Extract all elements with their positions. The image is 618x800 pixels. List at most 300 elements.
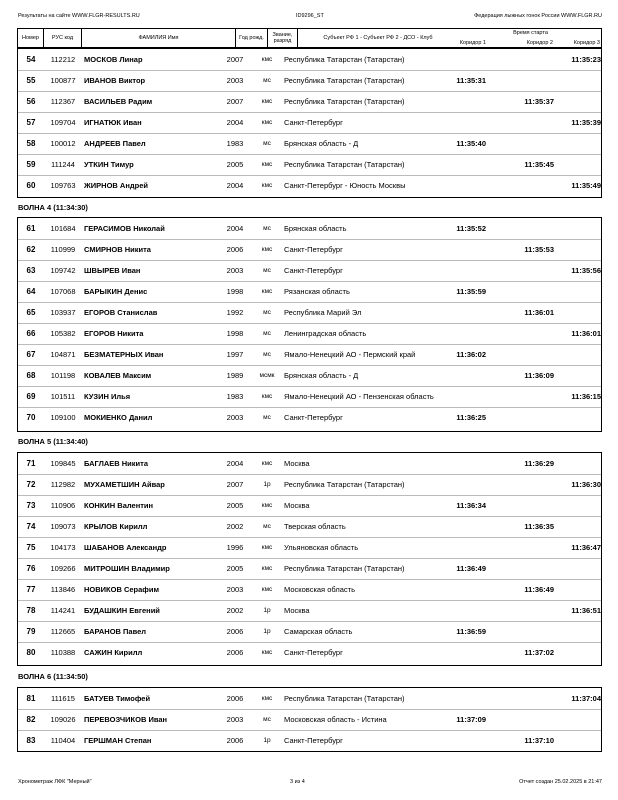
athlete-rank: кмс [261,649,273,656]
athlete-rank: мс [263,330,271,337]
table-row [18,133,601,155]
rus-code: 100012 [50,139,76,148]
athlete-region: Республика Татарстан (Татарстан) [284,55,405,64]
table-row [18,516,601,538]
rus-code: 107068 [50,287,76,296]
athlete-number: 59 [26,160,36,169]
athlete-name: БАРЫКИН Денис [84,287,148,296]
athlete-name: БЕЗМАТЕРНЫХ Иван [84,350,164,359]
athlete-region: Брянская область - Д [284,371,359,380]
athlete-region: Ямало-Ненецкий АО - Пермский край [284,350,416,359]
corridor-3-time [553,407,601,428]
athlete-number: 83 [26,736,36,745]
birth-year: 1997 [226,350,244,359]
corridor-1-time [438,537,486,558]
corridor-1-time [438,49,486,70]
table-row [18,600,601,622]
corridor-1-time [438,239,486,260]
results-group [17,217,602,432]
table-row [18,281,601,303]
athlete-region: Тверская область [284,522,346,531]
athlete-name: БУДАШКИН Евгений [84,606,160,615]
table-row [18,49,601,71]
corridor-3-time [553,453,601,474]
corridor-1-time [438,474,486,495]
corridor-2-time: 11:36:35 [524,522,554,531]
rus-code: 110404 [50,736,76,745]
corridor-3-time [553,621,601,642]
table-row [18,302,601,324]
corridor-1-time: 11:35:59 [456,287,486,296]
rus-code: 112665 [50,627,76,636]
footer-page-number: 3 из 4 [290,779,305,785]
athlete-name: БАРАНОВ Павел [84,627,147,636]
table-row [18,365,601,387]
athlete-rank: мс [263,716,271,723]
rus-code: 113846 [50,585,76,594]
athlete-number: 72 [26,480,36,489]
athlete-number: 69 [26,392,36,401]
corridor-1-time [438,365,486,386]
athlete-number: 76 [26,564,36,573]
corridor-1-time: 11:36:34 [456,501,486,510]
wave-heading: ВОЛНА 6 (11:34:50) [18,672,88,681]
athlete-rank: 1р [263,628,271,635]
site-header-left: Результаты на сайте WWW.FLGR-RESULTS.RU [18,13,140,19]
table-row [18,642,601,663]
col-year: Год рожд. [236,29,268,47]
corridor-2-time [506,344,554,365]
athlete-region: Москва [284,459,310,468]
corridor-2-time [506,537,554,558]
table-row [18,323,601,345]
corridor-1-time [438,260,486,281]
athlete-region: Ленинградская область [284,329,367,338]
corridor-1-time [438,453,486,474]
corridor-2-time [506,218,554,239]
athlete-number: 57 [26,118,36,127]
athlete-number: 79 [26,627,36,636]
athlete-name: МОКИЕНКО Данил [84,413,153,422]
birth-year: 1989 [226,371,244,380]
table-row [18,730,601,751]
corridor-2-time [506,386,554,407]
athlete-number: 61 [26,224,36,233]
athlete-rank: мс [263,309,271,316]
corridor-1-time [438,91,486,112]
corridor-2-time [506,621,554,642]
corridor-2-time [506,323,554,344]
athlete-name: САЖИН Кирилл [84,648,143,657]
athlete-name: ПЕРЕВОЗЧИКОВ Иван [84,715,168,724]
birth-year: 2003 [226,76,244,85]
athlete-region: Москва [284,501,310,510]
corridor-2-time [506,558,554,579]
athlete-name: ЕГОРОВ Станислав [84,308,158,317]
athlete-rank: кмс [261,288,273,295]
birth-year: 2006 [226,245,244,254]
birth-year: 1998 [226,329,244,338]
corridor-2-time: 11:36:09 [524,371,554,380]
corridor-2-time: 11:35:37 [524,97,554,106]
athlete-region: Республика Татарстан (Татарстан) [284,480,405,489]
col-rus-code: РУС код [44,29,82,47]
rus-code: 104871 [50,350,76,359]
corridor-1-time [438,175,486,196]
athlete-region: Санкт-Петербург [284,266,343,275]
athlete-name: ШАБАНОВ Александр [84,543,167,552]
birth-year: 2007 [226,55,244,64]
athlete-number: 68 [26,371,36,380]
corridor-1-time [438,112,486,133]
corridor-3-time [553,495,601,516]
rus-code: 112982 [50,480,76,489]
athlete-number: 67 [26,350,36,359]
birth-year: 2006 [226,736,244,745]
corridor-1-time [438,730,486,751]
athlete-region: Республика Марий Эл [284,308,362,317]
rus-code: 111244 [51,160,75,169]
athlete-rank: кмс [261,98,273,105]
athlete-rank: кмс [261,56,273,63]
athlete-name: БАТУЕВ Тимофей [84,694,151,703]
athlete-number: 77 [26,585,36,594]
athlete-region: Санкт-Петербург [284,245,343,254]
athlete-region: Рязанская область [284,287,350,296]
rus-code: 103937 [50,308,76,317]
athlete-number: 74 [26,522,36,531]
table-row [18,407,601,428]
corridor-2-time [506,70,554,91]
athlete-region: Ульяновская область [284,543,359,552]
site-header-right: Федерация лыжных гонок России WWW.FLGR.RU [474,13,602,19]
athlete-rank: мс [263,414,271,421]
athlete-number: 58 [26,139,36,148]
table-row [18,558,601,580]
athlete-name: НОВИКОВ Серафим [84,585,160,594]
results-group [17,452,602,666]
table-row [18,537,601,559]
athlete-number: 70 [26,413,36,422]
athlete-region: Ямало-Ненецкий АО - Пензенская область [284,392,434,401]
athlete-name: ГЕРАСИМОВ Николай [84,224,165,233]
corridor-3-time [553,239,601,260]
rus-code: 114241 [50,606,76,615]
athlete-name: ГЕРШМАН Степан [84,736,152,745]
corridor-3-time [553,302,601,323]
corridor-1-time: 11:36:49 [456,564,486,573]
athlete-name: ШВЫРЕВ Иван [84,266,141,275]
athlete-rank: кмс [261,246,273,253]
athlete-region: Московская область [284,585,355,594]
birth-year: 1983 [226,139,244,148]
athlete-name: КОНКИН Валентин [84,501,154,510]
birth-year: 2006 [226,648,244,657]
birth-year: 2006 [226,694,244,703]
rus-code: 109763 [50,181,76,190]
table-row [18,239,601,261]
birth-year: 2002 [226,522,244,531]
athlete-name: ЖИРНОВ Андрей [84,181,148,190]
table-header [17,28,602,48]
rus-code: 110388 [50,648,76,657]
athlete-number: 80 [26,648,36,657]
athlete-name: АНДРЕЕВ Павел [84,139,146,148]
rus-code: 109704 [50,118,76,127]
athlete-name: ВАСИЛЬЕВ Радим [84,97,153,106]
athlete-rank: кмс [261,393,273,400]
corridor-3-time: 11:36:47 [571,543,601,552]
corridor-1-time: 11:36:25 [456,413,486,422]
athlete-rank: кмс [261,586,273,593]
athlete-number: 54 [26,55,36,64]
corridor-1-time: 11:35:52 [456,224,486,233]
birth-year: 1992 [226,308,244,317]
corridor-1-time [438,302,486,323]
corridor-2-time: 11:37:10 [524,736,554,745]
athlete-region: Брянская область - Д [284,139,359,148]
table-row [18,154,601,176]
birth-year: 2006 [226,627,244,636]
athlete-rank: кмс [261,182,273,189]
athlete-region: Санкт-Петербург [284,413,343,422]
athlete-region: Санкт-Петербург [284,118,343,127]
birth-year: 2005 [226,564,244,573]
wave-heading: ВОЛНА 5 (11:34:40) [18,437,88,446]
corridor-3-time [553,558,601,579]
corridor-3-time [553,516,601,537]
athlete-rank: кмс [261,460,273,467]
corridor-2-time [506,260,554,281]
athlete-number: 56 [26,97,36,106]
rus-code: 101511 [50,392,76,401]
corridor-3-time: 11:35:49 [571,181,601,190]
birth-year: 1998 [226,287,244,296]
table-row [18,175,601,196]
corridor-2-time [506,474,554,495]
athlete-name: МИТРОШИН Владимир [84,564,170,573]
corridor-2-time [506,407,554,428]
corridor-1-time: 11:36:02 [456,350,486,359]
table-row [18,688,601,710]
athlete-number: 73 [26,501,36,510]
birth-year: 2003 [226,715,244,724]
corridor-3-time [553,154,601,175]
corridor-3-time [553,730,601,751]
rus-code: 112367 [50,97,76,106]
corridor-3-time: 11:35:56 [571,266,601,275]
table-row [18,386,601,408]
athlete-name: КОВАЛЕВ Максим [84,371,152,380]
athlete-number: 71 [26,459,36,468]
athlete-number: 78 [26,606,36,615]
corridor-2-time: 11:36:29 [524,459,554,468]
athlete-rank: мс [263,351,271,358]
corridor-1-time [438,154,486,175]
athlete-name: КУЗИН Илья [84,392,131,401]
corridor-3-time [553,133,601,154]
col-name: ФАМИЛИЯ Имя [82,29,236,47]
rus-code: 101198 [50,371,76,380]
corridor-1-time [438,323,486,344]
corridor-1-time: 11:35:40 [456,139,486,148]
rus-code: 109073 [50,522,76,531]
table-row [18,91,601,113]
corridor-2-time [506,133,554,154]
birth-year: 2007 [226,480,244,489]
athlete-rank: 1р [263,481,271,488]
birth-year: 2004 [226,118,244,127]
table-row [18,260,601,282]
col-rank-line2: разряд [273,38,292,44]
athlete-region: Брянская область [284,224,347,233]
athlete-number: 60 [26,181,36,190]
rus-code: 110906 [50,501,76,510]
table-row [18,453,601,475]
rus-code: 109266 [50,564,76,573]
birth-year: 2004 [226,224,244,233]
document-id: ID9296_ST [296,13,324,19]
athlete-region: Республика Татарстан (Татарстан) [284,564,405,573]
corridor-1-time [438,516,486,537]
corridor-3-time [553,579,601,600]
table-row [18,495,601,517]
corridor-3-time: 11:35:39 [571,118,601,127]
athlete-rank: мс [263,225,271,232]
birth-year: 2005 [226,160,244,169]
athlete-number: 82 [26,715,36,724]
athlete-rank: кмс [261,695,273,702]
birth-year: 2005 [226,501,244,510]
athlete-rank: кмс [261,544,273,551]
athlete-region: Москва [284,606,310,615]
athlete-name: СМИРНОВ Никита [84,245,151,254]
corridor-3-time [553,281,601,302]
athlete-number: 55 [26,76,36,85]
corridor-1-time: 11:35:31 [456,76,486,85]
corridor-3-time [553,344,601,365]
athlete-rank: мс [263,267,271,274]
athlete-rank: кмс [261,502,273,509]
athlete-number: 62 [26,245,36,254]
athlete-region: Санкт-Петербург [284,736,343,745]
corridor-3-time [553,91,601,112]
corridor-2-time [506,709,554,730]
corridor-3-time [553,709,601,730]
corridor-3-time: 11:37:04 [571,694,601,703]
corridor-3-time: 11:36:51 [571,606,601,615]
col-number: Номер [18,29,44,47]
table-row [18,579,601,601]
corridor-1-time [438,688,486,709]
athlete-name: УТКИН Тимур [84,160,134,169]
athlete-region: Республика Татарстан (Татарстан) [284,694,405,703]
rus-code: 110999 [50,245,76,254]
rus-code: 105382 [50,329,76,338]
corridor-2-time: 11:36:49 [524,585,554,594]
athlete-number: 66 [26,329,36,338]
results-group [17,687,602,752]
rus-code: 104173 [50,543,76,552]
athlete-region: Самарская область [284,627,353,636]
corridor-2-time [506,281,554,302]
athlete-rank: кмс [261,119,273,126]
athlete-number: 65 [26,308,36,317]
corridor-2-time [506,495,554,516]
birth-year: 2003 [226,585,244,594]
athlete-number: 64 [26,287,36,296]
corridor-2-time [506,600,554,621]
rus-code: 109026 [50,715,76,724]
col-corridor-3: Коридор 3 [573,40,600,46]
athlete-name: МОСКОВ Линар [84,55,143,64]
athlete-name: КРЫЛОВ Кирилл [84,522,148,531]
rus-code: 100877 [50,76,76,85]
athlete-region: Республика Татарстан (Татарстан) [284,160,405,169]
athlete-name: ЕГОРОВ Никита [84,329,144,338]
footer-report-date: Отчет создан 25.02.2025 в 21:47 [519,779,602,785]
athlete-rank: кмс [261,161,273,168]
table-row [18,218,601,240]
corridor-2-time: 11:35:45 [524,160,554,169]
birth-year: 2003 [226,266,244,275]
corridor-3-time [553,365,601,386]
athlete-number: 81 [26,694,36,703]
athlete-rank: 1р [263,737,271,744]
rus-code: 109742 [50,266,76,275]
footer-timing: Хронометраж ЛФК "Мерный" [18,779,92,785]
corridor-3-time: 11:36:30 [571,480,601,489]
birth-year: 2002 [226,606,244,615]
athlete-name: ИГНАТЮК Иван [84,118,142,127]
col-start-time: Время старта [513,30,548,36]
athlete-rank: мс [263,77,271,84]
corridor-2-time: 11:35:53 [524,245,554,254]
rus-code: 101684 [50,224,76,233]
corridor-2-time [506,112,554,133]
col-rank-line1: Звание, [272,32,293,38]
rus-code: 112212 [50,55,76,64]
birth-year: 2004 [226,459,244,468]
col-corridor-1: Коридор 1 [459,40,486,46]
birth-year: 2004 [226,181,244,190]
birth-year: 1983 [226,392,244,401]
table-row [18,709,601,731]
athlete-rank: мсмк [259,372,275,379]
athlete-region: Республика Татарстан (Татарстан) [284,76,405,85]
results-group [17,48,602,198]
corridor-3-time: 11:36:15 [571,392,601,401]
athlete-region: Санкт-Петербург [284,648,343,657]
table-row [18,112,601,134]
table-row [18,621,601,643]
athlete-rank: 1р [263,607,271,614]
athlete-name: ИВАНОВ Виктор [84,76,146,85]
col-rank [268,29,298,47]
corridor-1-time [438,600,486,621]
corridor-3-time [553,70,601,91]
rus-code: 109100 [50,413,76,422]
corridor-3-time [553,218,601,239]
corridor-3-time [553,642,601,663]
corridor-3-time: 11:36:01 [571,329,601,338]
corridor-3-time: 11:35:23 [571,55,601,64]
corridor-1-time: 11:37:09 [456,715,486,724]
corridor-1-time: 11:36:59 [456,627,486,636]
rus-code: 109845 [50,459,76,468]
birth-year: 1996 [226,543,244,552]
corridor-1-time [438,386,486,407]
